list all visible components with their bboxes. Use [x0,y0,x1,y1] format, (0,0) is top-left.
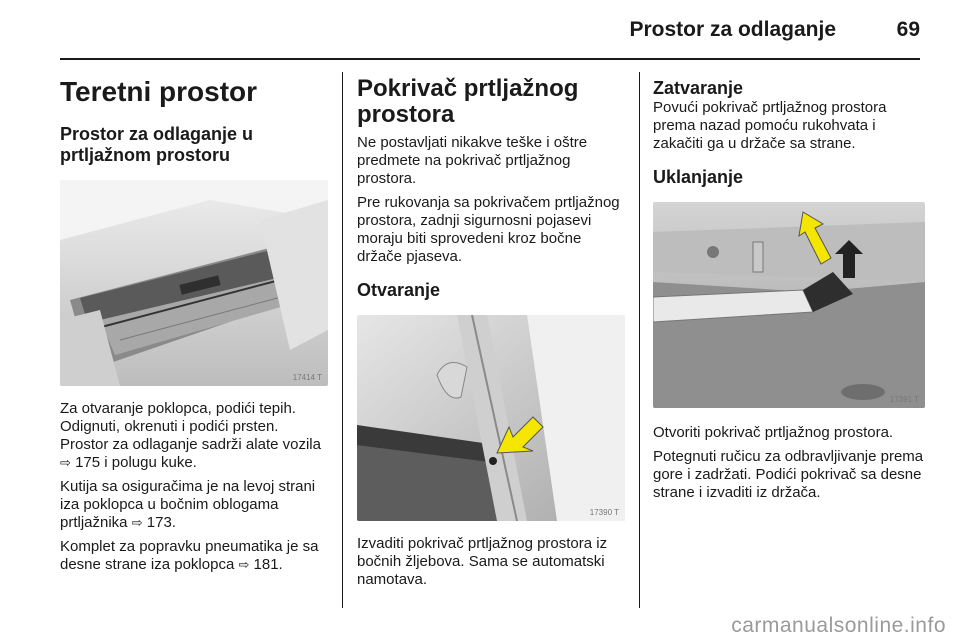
cover-removal-illustration [653,202,925,408]
header-rule [60,58,920,60]
column-1 [60,70,328,580]
figure-storage-compartment [60,180,328,386]
figure-number: 17414 T [292,373,322,382]
subheading-otvaranje: Otvaranje [357,280,441,300]
subheading-zatvaranje: Zatvaranje [653,78,744,98]
paragraph-1: Otvoriti pokrivač prtljažnog prostora. [653,424,894,441]
paragraph-2: Pre rukovanja sa pokrivačem prtljažnog prostora, zadnji sigurnosni pojasevi moraju biti sprovedeni kroz bočne držače pjaseva. [357,194,620,265]
paragraph-1: Za otvaranje poklopca, podići tepih. Odignuti, okrenuti i podići prsten. Prostor za odlaganje sadrži alate vozila ⇨ 175 i polugu kuke. [60,400,321,471]
paragraph-3: Izvaditi pokrivač prtljažnog prostora iz bočnih žljebova. Sama se automatski namotava. [357,535,608,588]
header-title: Prostor za odlaganje [629,18,836,41]
paragraph-2: Potegnuti ručicu za odbravljivanje prema gore i zadržati. Podići pokrivač sa desne strane i izvaditi iz držača. [653,448,924,501]
column-divider-2 [639,72,640,608]
ref-arrow-icon: ⇨ [131,515,143,530]
column-3 [653,70,929,508]
page-number: 69 [896,18,920,41]
watermark: carmanualsonline.info [731,614,946,637]
section-heading-cover: Pokrivač prtljažnog prostora [357,75,579,128]
subheading-uklanjanje: Uklanjanje [653,167,744,187]
paragraph-3: Komplet za popravku pneumatika je sa desne strane iza poklopca ⇨ 181. [60,538,319,573]
storage-compartment-illustration [60,180,328,386]
column-divider-1 [342,72,343,608]
paragraph-zatvaranje: Povući pokrivač prtljažnog prostora prema nazad pomoću rukohvata i zakačiti ga u držače sa strane. [653,99,887,152]
paragraph-2: Kutija sa osiguračima je na levoj strani iza poklopca u bočnim oblogama prtljažnika ⇨ 173. [60,478,316,531]
figure-number: 17390 T [589,508,619,517]
page-header [60,0,920,62]
paragraph-1: Ne postavljati nikakve teške i oštre predmete na pokrivač prtljažnog prostora. [357,134,588,187]
ref-arrow-icon: ⇨ [60,455,71,470]
figure-cover-removal [653,202,925,408]
subheading-storage: Prostor za odlaganje u prtljažnom prostoru [60,124,254,165]
ref-arrow-icon: ⇨ [238,557,250,572]
section-heading-teretni-prostor: Teretni prostor [60,76,258,107]
cover-opening-illustration [357,315,625,521]
column-2 [357,70,625,595]
figure-cover-opening [357,315,625,521]
figure-number: 17391 T [889,395,919,404]
